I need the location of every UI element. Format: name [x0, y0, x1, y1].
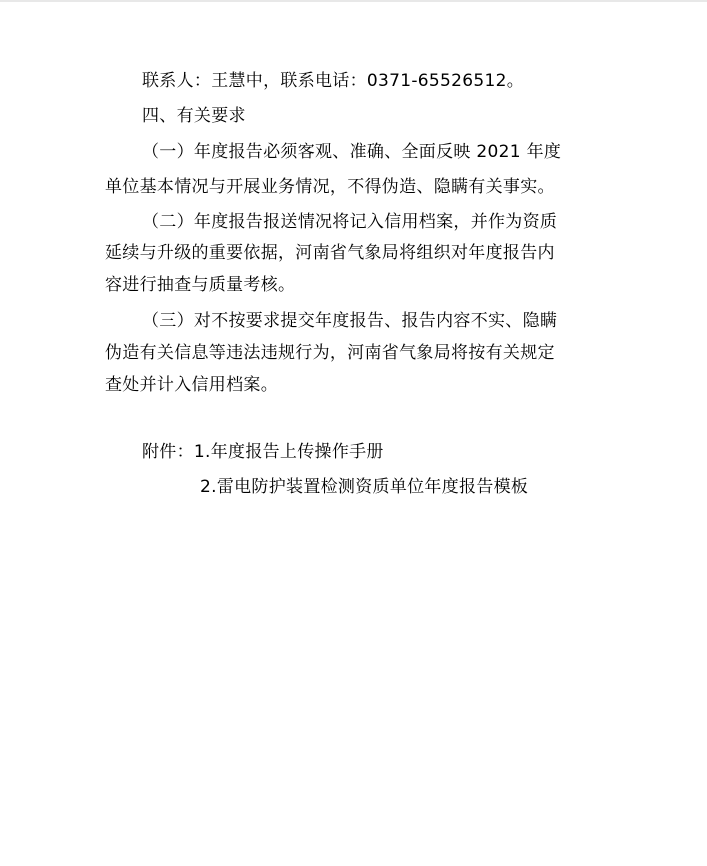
item3-line1: （三）对不按要求提交年度报告、报告内容不实、隐瞒: [142, 311, 558, 331]
item2-line1: （二）年度报告报送情况将记入信用档案，并作为资质: [142, 212, 558, 232]
item3-line3: 查处并计入信用档案。: [105, 375, 278, 395]
section-heading: 四、有关要求: [142, 106, 246, 126]
attachment-line2: 2.雷电防护装置检测资质单位年度报告模板: [200, 477, 529, 497]
item1-line2: 单位基本情况与开展业务情况，不得伪造、隐瞒有关事实。: [105, 177, 555, 197]
attachment-line1: 附件：1.年度报告上传操作手册: [142, 442, 384, 462]
item2-line2: 延续与升级的重要依据，河南省气象局将组织对年度报告内: [105, 243, 555, 263]
item1-line1: （一）年度报告必须客观、准确、全面反映 2021 年度: [142, 142, 562, 162]
contact-line: 联系人：王慧中，联系电话：0371-65526512。: [142, 71, 525, 91]
item3-line2: 伪造有关信息等违法违规行为，河南省气象局将按有关规定: [105, 343, 555, 363]
item2-line3: 容进行抽查与质量考核。: [105, 275, 296, 295]
